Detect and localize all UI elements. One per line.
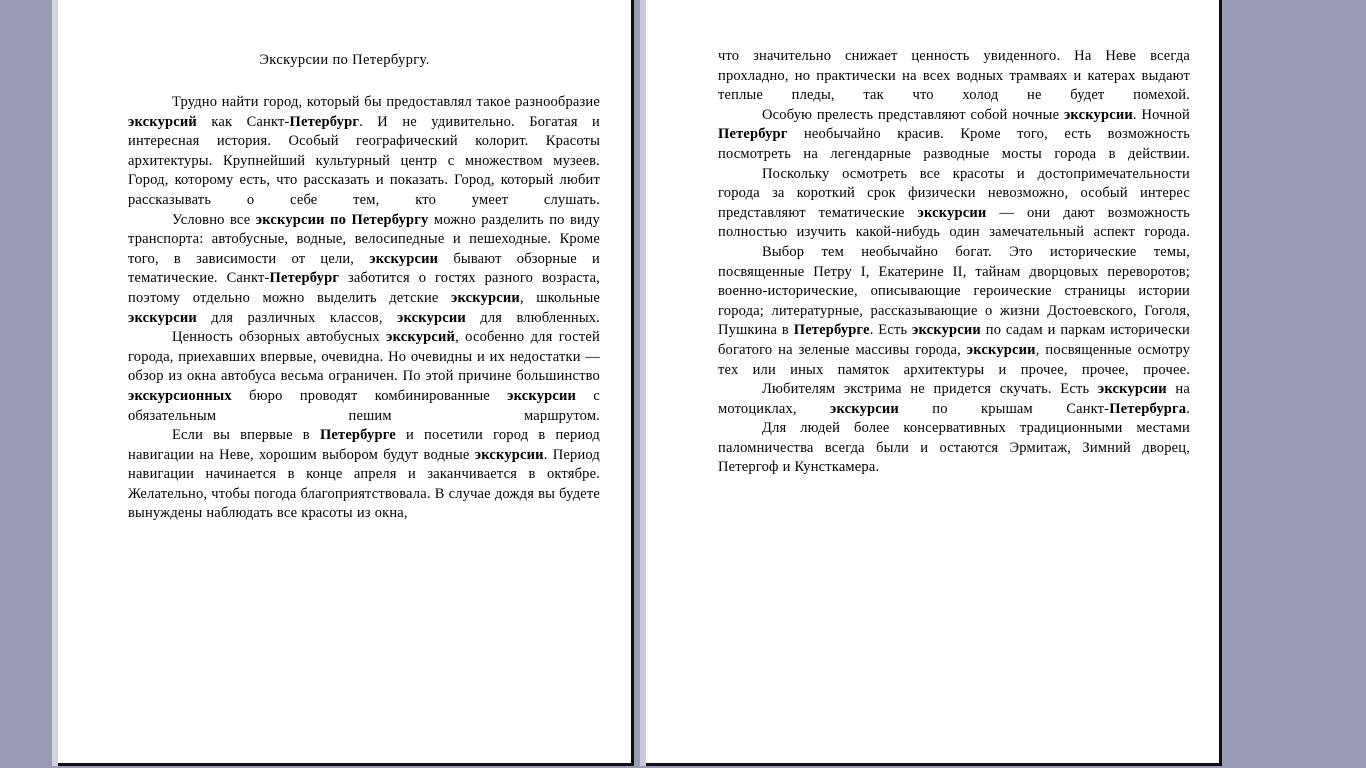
emphasized-term: Петербург — [289, 113, 360, 130]
body-text-run: можно разделить по виду транспорта: автобусные, водные, велосипедные и пешеходные. Кроме того, в зависимости от цели, — [128, 211, 600, 267]
emphasized-term: экскурсий — [128, 113, 197, 130]
body-text-run: для влюбленных. — [465, 309, 600, 326]
paragraph-p8 — [718, 243, 1190, 380]
paragraph-p9 — [718, 380, 1190, 419]
body-text-run: — они дают возможность полностью изучить какой-нибудь один замечательный аспект города. — [718, 204, 1190, 241]
body-text-run: . Период навигации начинается в конце апреля и заканчивается в октябре. Желательно, чтобы погода благоприятствовала. В случае дождя вы будете вынуждены наблюдать все красоты из окна, — [128, 446, 600, 522]
emphasized-term: экскурсии по Петербургу — [255, 211, 429, 228]
body-text-run: . — [1186, 400, 1190, 417]
paragraph-p7 — [718, 165, 1190, 243]
paragraph-p6 — [718, 106, 1190, 165]
emphasized-term: экскурсии — [474, 446, 544, 463]
emphasized-term: экскурсии — [507, 387, 577, 404]
body-text-run: Особую прелесть представляют собой ночные — [762, 106, 1064, 123]
body-text-run: для различных классов, — [196, 309, 397, 326]
emphasized-term: Петербурга — [1109, 400, 1187, 417]
body-text-run: Любителям экстрима не придется скучать. Есть — [762, 381, 1098, 398]
paragraph-p5 — [718, 47, 1190, 106]
left-page-text-column — [128, 93, 600, 524]
page-right-content-area — [646, 0, 1219, 763]
right-page-text-column — [718, 47, 1190, 478]
emphasized-term: экскурсии — [912, 322, 981, 339]
body-text-run: заботится о гостях разного возраста, поэтому отдельно можно выделить детские — [128, 270, 600, 306]
body-text-run: по крышам Санкт- — [898, 400, 1110, 417]
body-text-run: . И не удивительно. Богатая и интересная история. Особый географический колорит. Красоты архитектуры. Крупнейший культурный центр с множеством музеев. Город, которому есть, что рассказать и показать. Город, который любит рассказывать о себе тем, кто умеет слушать. — [128, 113, 600, 208]
emphasized-term: экскурсии — [397, 309, 466, 326]
body-text-run: бюро проводят комбинированные — [231, 387, 508, 404]
body-text-run: Трудно найти город, который бы предоставлял такое разнообразие — [172, 94, 600, 110]
emphasized-term: Петербурге — [319, 427, 396, 444]
body-text-run: , особенно для гостей города, приехавших впервые, очевидна. Но очевидны и их недостатки — обзор из окна автобуса весьма ограничен. По этой причине большинство — [128, 329, 600, 385]
body-text-run: Условно все — [172, 211, 256, 228]
page-title: Экскурсии по Петербургу. — [259, 52, 430, 68]
body-text-run: бывают обзорные и тематические. Санкт- — [128, 250, 601, 287]
emphasized-term: экскурсионных — [128, 387, 232, 404]
body-text-run: Поскольку осмотреть все красоты и достопримечательности города за короткий срок физически невозможно, особый интерес представляют тематические — [718, 165, 1190, 221]
body-text-run: Для людей более консервативных традиционными местами паломничества всегда были и остаются Эрмитаж, Зимний дворец, Петергоф и Кунсткамера. — [718, 420, 1190, 476]
body-text-run: на мотоциклах, — [718, 381, 1190, 417]
page-left-content-area — [58, 0, 631, 763]
document-page-right — [646, 0, 1222, 766]
emphasized-term: экскурсий — [386, 329, 456, 346]
emphasized-term: Петербург — [269, 270, 340, 287]
emphasized-term: Петербурге — [793, 322, 870, 339]
document-page-left — [58, 0, 634, 766]
emphasized-term: экскурсии — [369, 250, 439, 267]
body-text-run: как Санкт- — [196, 113, 290, 130]
emphasized-term: экскурсии — [1063, 106, 1133, 123]
body-text-run: и посетили город в период навигации на Неве, хорошим выбором будут водные — [128, 427, 600, 463]
body-text-run: необычайно красив. Кроме того, есть возможность посмотреть на легендарные разводные мосты города в действии. — [718, 126, 1190, 162]
body-text-run: Ценность обзорных автобусных — [172, 329, 387, 346]
body-text-run: . Ночной — [1132, 106, 1190, 123]
emphasized-term: экскурсии — [917, 204, 987, 221]
body-text-run: Выбор тем необычайно богат. Это исторические темы, посвященные Петру I, Екатерине II, тайнам дворцовых переворотов; военно-исторические, описывающие героические страницы истории города; литературные, рассказывающие о жизни Достоевского, Гоголя, Пушкина в — [718, 243, 1190, 339]
body-text-run: Если вы впервые в — [172, 427, 320, 444]
emphasized-term: экскурсии — [966, 341, 1036, 358]
emphasized-term: экскурсии — [1097, 381, 1167, 398]
paragraph-p3 — [128, 328, 600, 426]
paragraph-p1 — [128, 93, 600, 211]
paragraph-p10 — [718, 419, 1190, 478]
paragraph-p2 — [128, 211, 600, 329]
emphasized-term: экскурсии — [128, 309, 197, 326]
emphasized-term: экскурсии — [830, 400, 899, 417]
body-text-run: , школьные — [519, 289, 600, 306]
emphasized-term: Петербург — [718, 126, 788, 143]
body-text-run: что значительно снижает ценность увиденного. На Неве всегда прохладно, но практически на всех водных трамваях и катерах выдают теплые пледы, так что холод не будет помехой. — [718, 48, 1190, 104]
body-text-run: с обязательным пешим маршрутом. — [128, 387, 601, 424]
body-text-run: , посвященные осмотру тех или иных памяток архитектуры и прочее, прочее, прочее. — [718, 341, 1191, 378]
body-text-run: по садам и паркам исторически богатого на зеленые массивы города, — [718, 322, 1190, 358]
emphasized-term: экскурсии — [451, 289, 520, 306]
body-text-run: . Есть — [869, 322, 913, 339]
paragraph-p4 — [128, 426, 600, 524]
